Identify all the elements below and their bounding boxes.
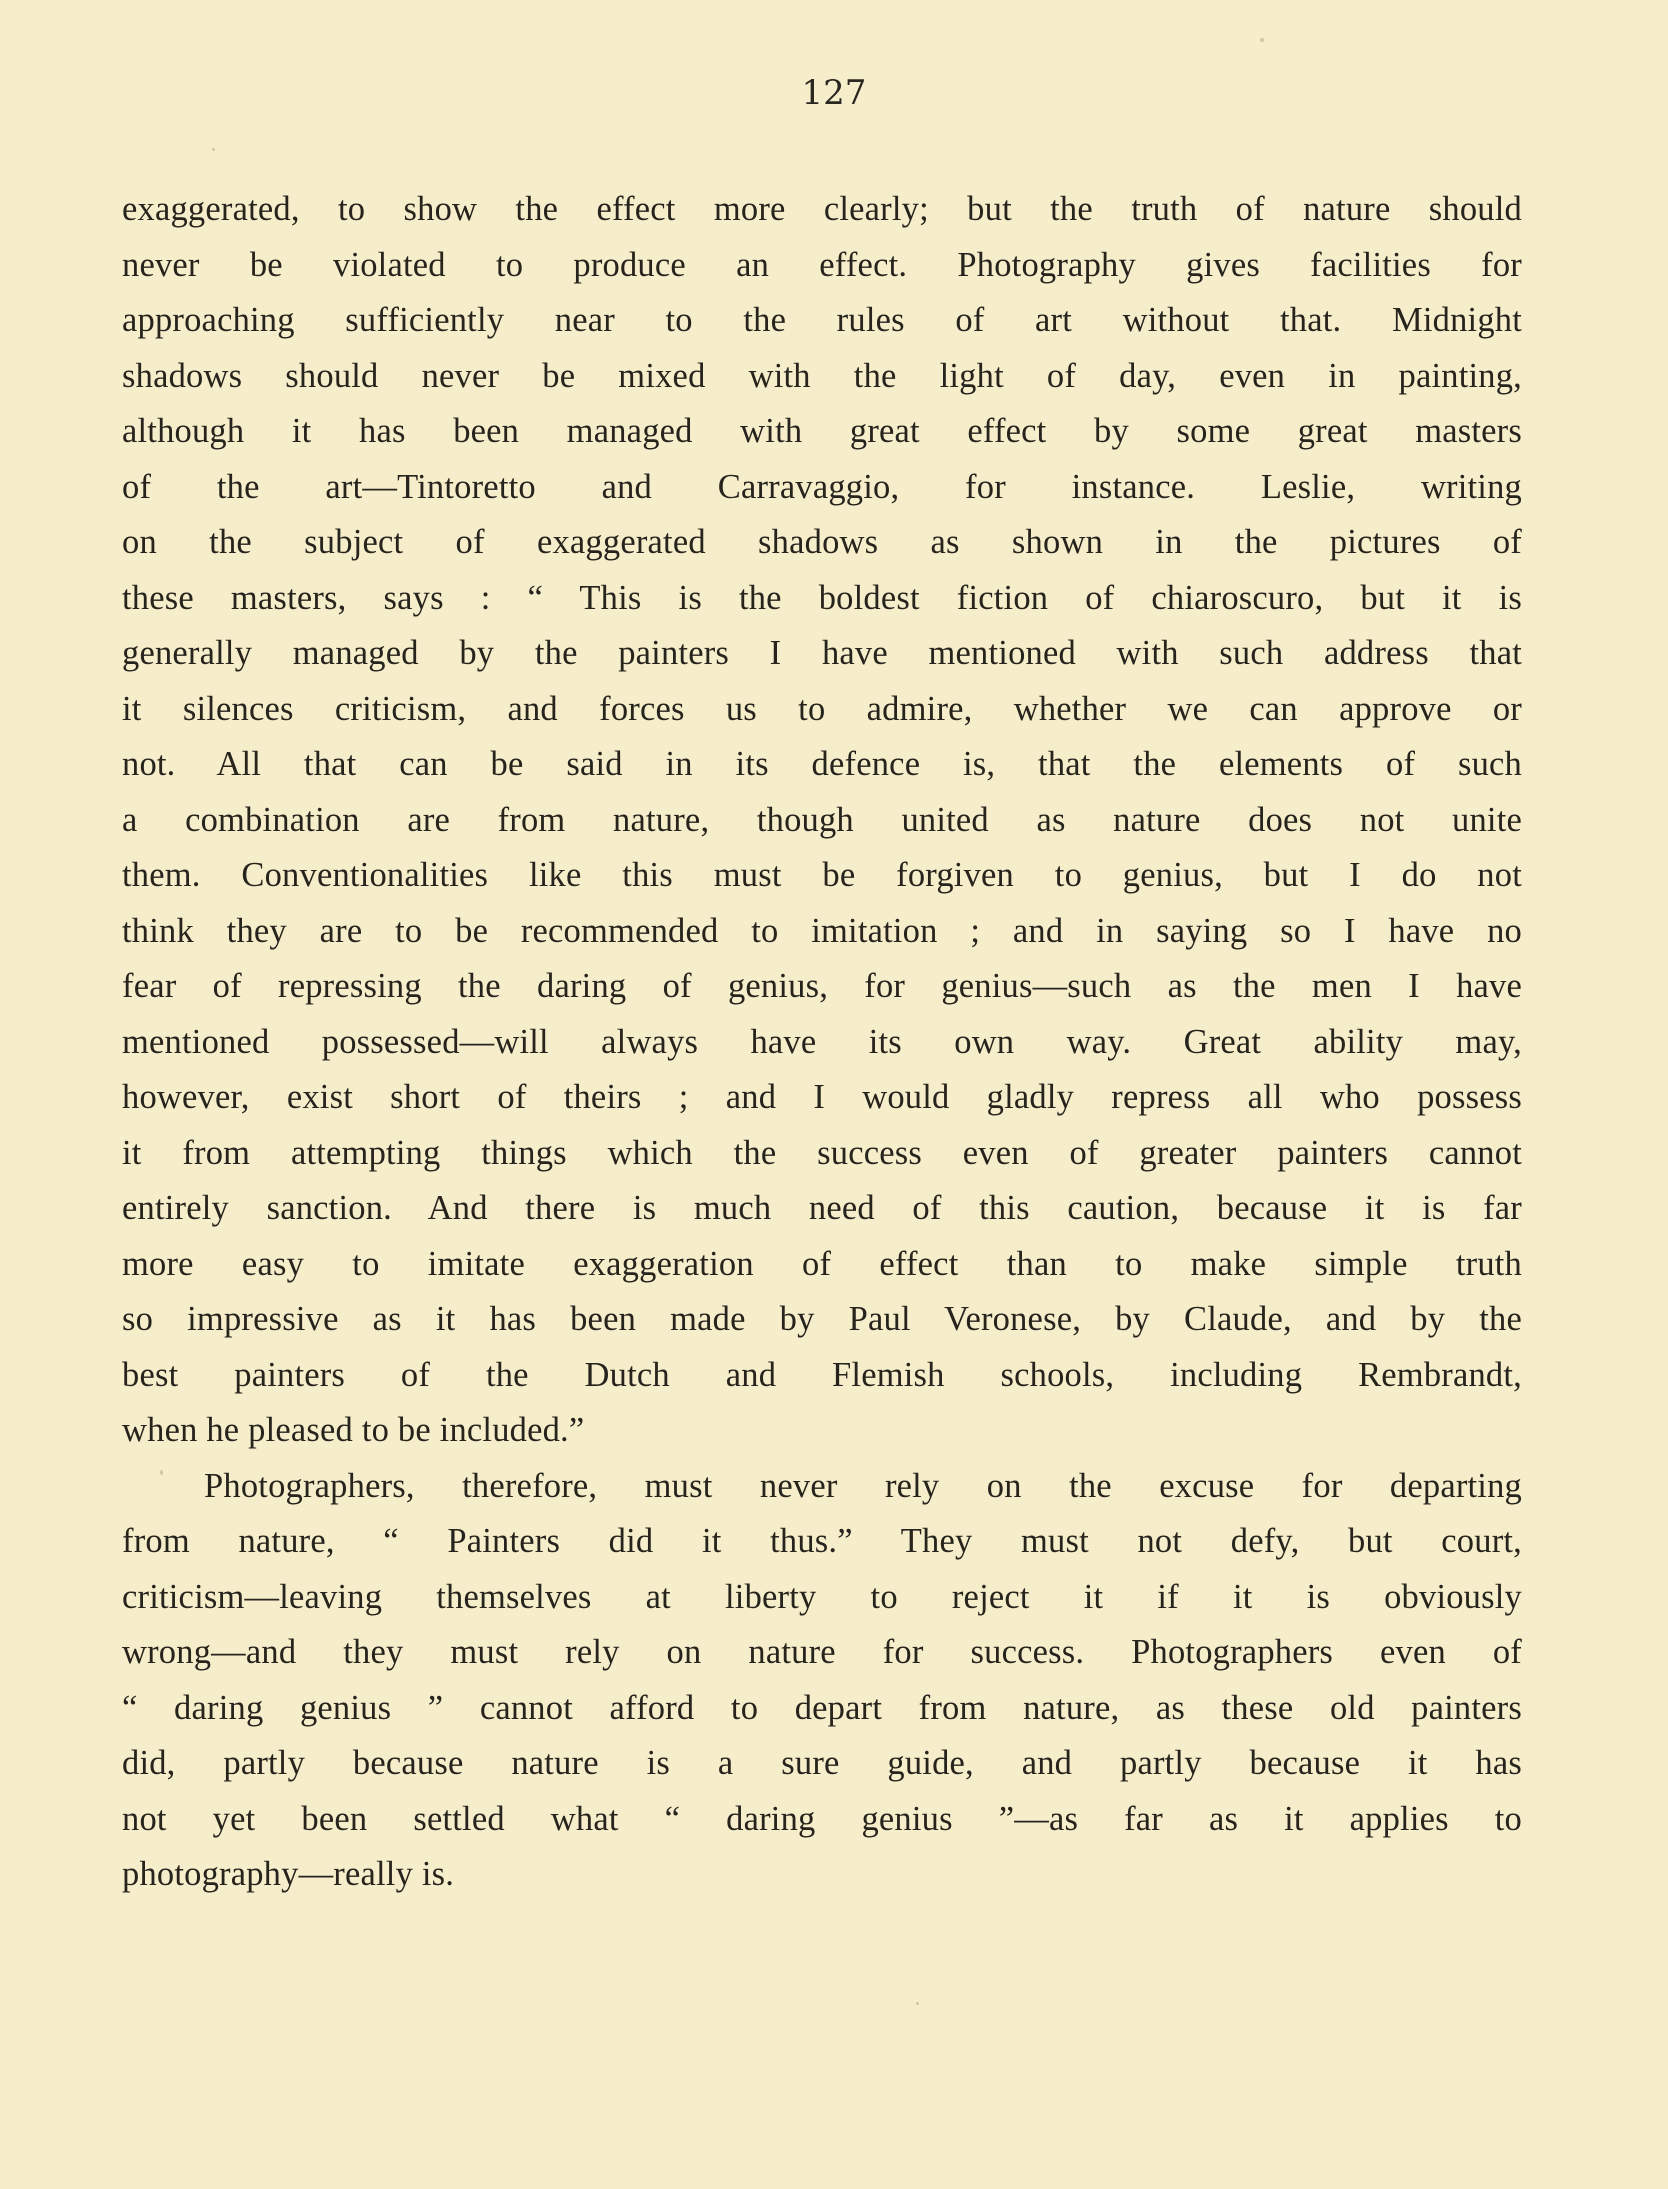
- text-line: from nature, “ Painters did it thus.” They must not defy, but court,: [122, 1522, 1522, 1560]
- paper-speck: [916, 2002, 919, 2005]
- text-line: it silences criticism, and forces us to admire, whether we can approve or: [122, 689, 1522, 728]
- text-line: not. All that can be said in its defence is, that the elements of such: [122, 745, 1522, 783]
- text-line: never be violated to produce an effect. Photography gives facilities for: [122, 245, 1522, 284]
- text-line: did, partly because nature is a sure guide, and partly because it has: [122, 1744, 1522, 1782]
- text-line: however, exist short of theirs ; and I would gladly repress all who possess: [122, 1078, 1522, 1116]
- text-line: of the art—Tintoretto and Carravaggio, for instance. Leslie, writing: [122, 467, 1522, 506]
- text-line: when he pleased to be included.”: [122, 1411, 585, 1449]
- text-line: generally managed by the painters I have mentioned with such address that: [122, 634, 1522, 672]
- text-line: entirely sanction. And there is much need of this caution, because it is far: [122, 1189, 1522, 1227]
- text-line: on the subject of exaggerated shadows as shown in the pictures of: [122, 523, 1522, 561]
- text-line: fear of repressing the daring of genius, for genius—such as the men I have: [122, 967, 1522, 1005]
- text-line: Photographers, therefore, must never rely on the excuse for departing: [204, 1466, 1522, 1505]
- text-line: these masters, says : “ This is the boldest fiction of chiaroscuro, but it is: [122, 578, 1522, 617]
- text-line: mentioned possessed—will always have its own way. Great ability may,: [122, 1022, 1522, 1061]
- text-line: so impressive as it has been made by Paul Veronese, by Claude, and by the: [122, 1300, 1522, 1338]
- text-line: it from attempting things which the success even of greater painters cannot: [122, 1133, 1522, 1172]
- page-number: 127: [801, 73, 867, 113]
- text-line: exaggerated, to show the effect more clearly; but the truth of nature should: [122, 190, 1522, 228]
- text-line: although it has been managed with great effect by some great masters: [122, 412, 1522, 450]
- paper-speck: [1260, 38, 1264, 42]
- paragraph-1: [122, 182, 1522, 1459]
- text-line: think they are to be recommended to imitation ; and in saying so I have no: [122, 911, 1522, 950]
- text-line: best painters of the Dutch and Flemish schools, including Rembrandt,: [122, 1355, 1522, 1394]
- paragraph-2: [122, 1459, 1522, 1903]
- text-line: “ daring genius ” cannot afford to depart from nature, as these old painters: [122, 1688, 1522, 1727]
- text-line: not yet been settled what “ daring genius ”—as far as it applies to: [122, 1799, 1522, 1838]
- text-line: criticism—leaving themselves at liberty to reject it if it is obviously: [122, 1577, 1522, 1616]
- paper-speck: [212, 148, 215, 151]
- text-body: [122, 182, 1522, 1903]
- text-line: approaching sufficiently near to the rules of art without that. Midnight: [122, 301, 1522, 339]
- text-line: more easy to imitate exaggeration of effect than to make simple truth: [122, 1244, 1522, 1283]
- paper-speck: [160, 1470, 163, 1475]
- text-line: a combination are from nature, though united as nature does not unite: [122, 800, 1522, 839]
- text-line: photography—really is.: [122, 1855, 455, 1893]
- text-line: them. Conventionalities like this must be forgiven to genius, but I do not: [122, 856, 1522, 894]
- text-line: shadows should never be mixed with the light of day, even in painting,: [122, 356, 1522, 395]
- text-line: wrong—and they must rely on nature for success. Photographers even of: [122, 1633, 1522, 1671]
